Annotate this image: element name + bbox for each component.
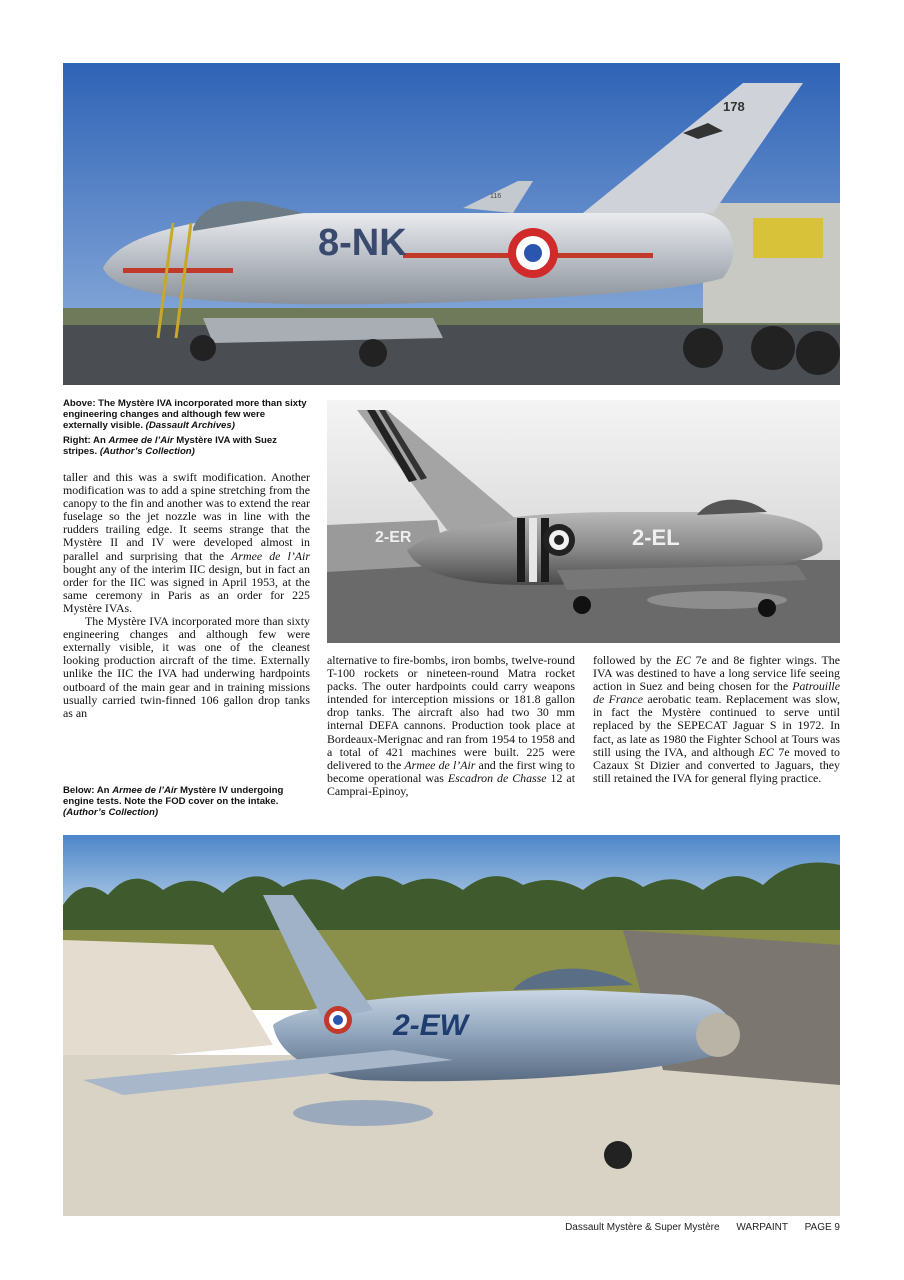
aircraft-code-8nk: 8-NK bbox=[318, 222, 407, 264]
footer-title: Dassault Mystère & Super Mystère bbox=[565, 1222, 720, 1233]
paragraph-1: taller and this was a swift modification. Another modification was to add a spine stretching from the canopy to the fin and another was to extend the rear fuselage so the jet nozzle was in line with the rudders trailing edge. It seems strange that the Mystère II and IV were developed almost in parallel and surprising that the Armee de l’Air bought any of the interim IIC design, but in fact an order for the IIC was signed in April 1953, at the same ceremony in Paris as an order for 225 Mystère IVAs. bbox=[63, 470, 310, 615]
aircraft-code-2el: 2-EL bbox=[632, 525, 680, 550]
page-footer bbox=[565, 1222, 840, 1233]
body-column-1 bbox=[63, 471, 310, 720]
caption-below: Below: An Armee de l’Air Mystère IV undergoing engine tests. Note the FOD cover on the intake. (Author’s Collection) bbox=[63, 785, 284, 818]
caption-right: Right: An Armee de l’Air Mystère IVA with Suez stripes. (Author’s Collection) bbox=[63, 435, 277, 457]
fin-number: 116 bbox=[490, 193, 502, 200]
top-photo bbox=[63, 63, 840, 385]
caption-top-left bbox=[63, 398, 310, 461]
bottom-photo bbox=[63, 835, 840, 1216]
aircraft-code-2er: 2-ER bbox=[375, 529, 412, 546]
paragraph-2: The Mystère IVA incorporated more than sixty engineering changes and although few were externally visible, it was one of the cleanest looking production aircraft of the time. Externally unlike the IIC the IVA had underwing hardpoints outboard of the main gear and in training missions usually carried twin-finned 106 gallon drop tanks as an bbox=[63, 614, 310, 720]
caption-above: Above: The Mystère IVA incorporated more than sixty engineering changes and although few were externally visible. (Dassault Archives) bbox=[63, 398, 307, 431]
aircraft-code-2ew: 2-EW bbox=[393, 1009, 468, 1042]
body-column-3: followed by the EC 7e and 8e fighter wings. The IVA was destined to have a long service life seeing action in Suez and being chosen for the Patrouille de France aerobatic team. Replacement was slow, in fact the Mystère continued to serve until replaced by the SEPECAT Jaguar S in 1972. In fact, as late as 1980 the Fighter School at Tours was still using the IVA, and although EC 7e moved to Cazaux St Dizier and converted to Jaguars, they still retained the IVA for general flying practice. bbox=[593, 653, 840, 785]
footer-brand: WARPAINT bbox=[736, 1222, 788, 1233]
tail-number: 178 bbox=[723, 99, 745, 114]
body-column-2: alternative to fire-bombs, iron bombs, twelve-round T-100 rockets or nineteen-round Matra rocket packs. The outer hardpoints could carry weapons intended for interception missions or 181.8 gallon drop tanks. The aircraft also had two 30 mm internal DEFA cannons. Production took place at Bordeaux-Merignac and ran from 1954 to 1958 and a total of 421 machines were built. 225 were delivered to the Armee de l’Air and the first wing to become operational was Escadron de Chasse 12 at Camprai-Epinoy, bbox=[327, 653, 575, 798]
page-number: PAGE 9 bbox=[804, 1222, 840, 1233]
middle-photo bbox=[327, 400, 840, 643]
